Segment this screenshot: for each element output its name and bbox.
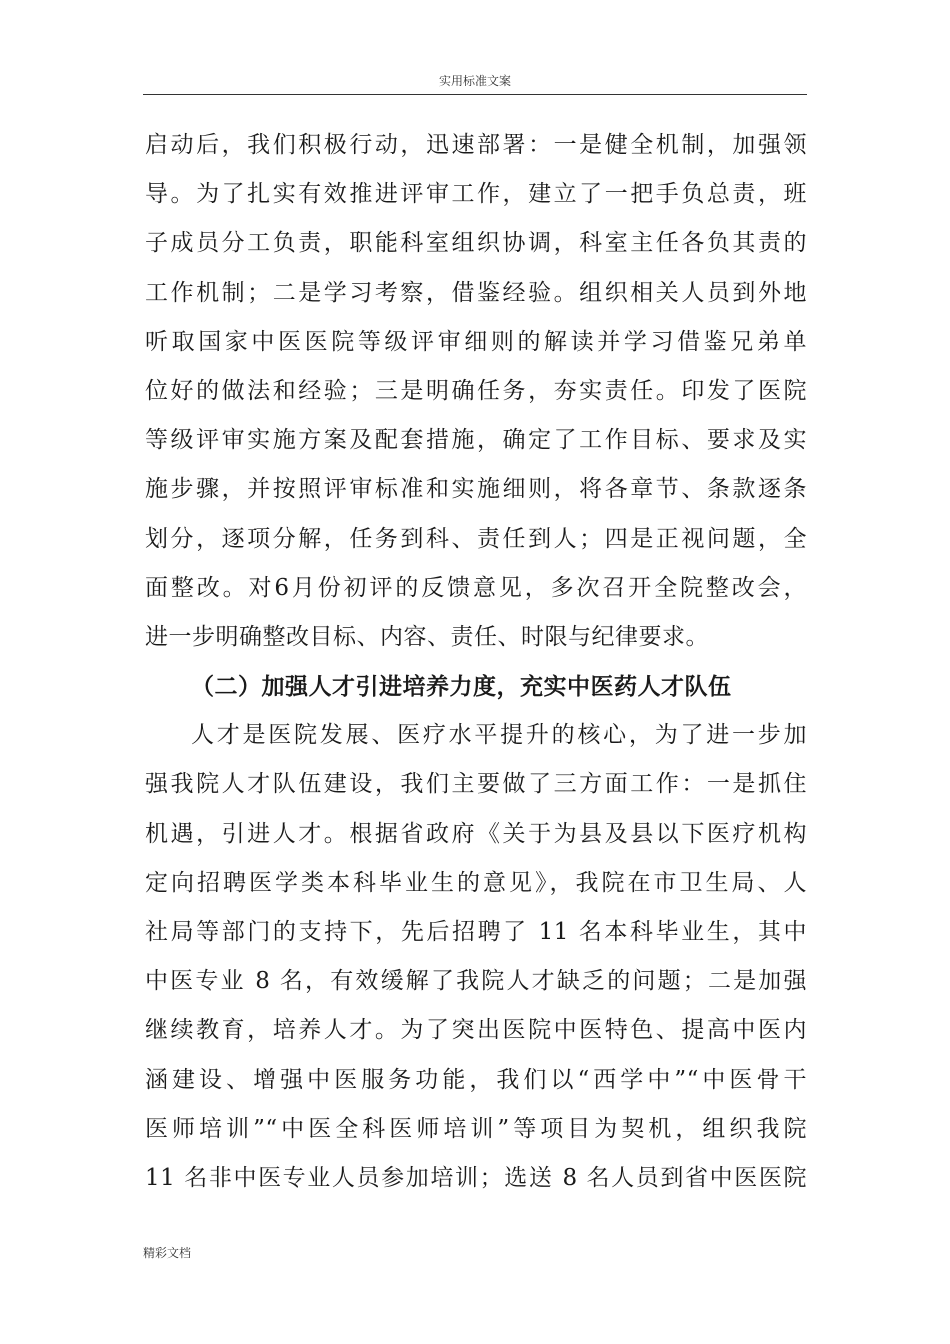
body-line: 启动后，我们积极行动，迅速部署：一是健全机制，加强领 <box>145 132 807 158</box>
body-line: 等级评审实施方案及配套措施，确定了工作目标、要求及实 <box>145 427 807 454</box>
body-line: 工作机制；二是学习考察，借鉴经验。组织相关人员到外地 <box>145 279 807 306</box>
body-line: 社局等部门的支持下，先后招聘了 11 名本科毕业生，其中 <box>145 919 807 945</box>
body-line: 医师培训”“中医全科医师培训”等项目为契机，组织我院 <box>145 1115 807 1142</box>
body-line: 施步骤，并按照评审标准和实施细则，将各章节、条款逐条 <box>145 476 807 503</box>
body-line: 导。为了扎实有效推进评审工作，建立了一把手负总责，班 <box>145 181 807 208</box>
body-line: 划分，逐项分解，任务到科、责任到人；四是正视问题，全 <box>145 525 807 552</box>
body-line: 涵建设、增强中医服务功能，我们以“西学中”“中医骨干 <box>145 1066 807 1093</box>
body-line: 中医专业 8 名，有效缓解了我院人才缺乏的问题；二是加强 <box>145 968 807 995</box>
body-line: 进一步明确整改目标、内容、责任、时限与纪律要求。 <box>145 623 709 650</box>
body-line: 定向招聘医学类本科毕业生的意见》，我院在市卫生局、人 <box>145 869 807 896</box>
body-line: 11 名非中医专业人员参加培训；选送 8 名人员到省中医医院 <box>145 1164 807 1191</box>
page-header <box>143 72 807 95</box>
page-footer <box>143 1244 191 1261</box>
document-body <box>145 121 807 1203</box>
body-line: 子成员分工负责，职能科室组织协调，科室主任各负其责的 <box>145 230 807 257</box>
body-line: 强我院人才队伍建设，我们主要做了三方面工作：一是抓住 <box>145 771 807 798</box>
body-line: 人才是医院发展、医疗水平提升的核心，为了进一步加 <box>191 722 807 749</box>
footer-label: 精彩文档 <box>143 1246 192 1260</box>
body-line: 听取国家中医医院等级评审细则的解读并学习借鉴兄弟单 <box>145 328 807 355</box>
body-line: 继续教育，培养人才。为了突出医院中医特色、提高中医内 <box>145 1017 807 1044</box>
section-heading: （二）加强人才引进培养力度，充实中医药人才队伍 <box>191 673 732 701</box>
header-title: 实用标准文案 <box>438 74 511 88</box>
body-line: 面整改。对6月份初评的反馈意见，多次召开全院整改会， <box>145 574 807 601</box>
body-line: 机遇，引进人才。根据省政府《关于为县及县以下医疗机构 <box>145 820 807 847</box>
body-line: 位好的做法和经验；三是明确任务，夯实责任。印发了医院 <box>145 377 807 404</box>
